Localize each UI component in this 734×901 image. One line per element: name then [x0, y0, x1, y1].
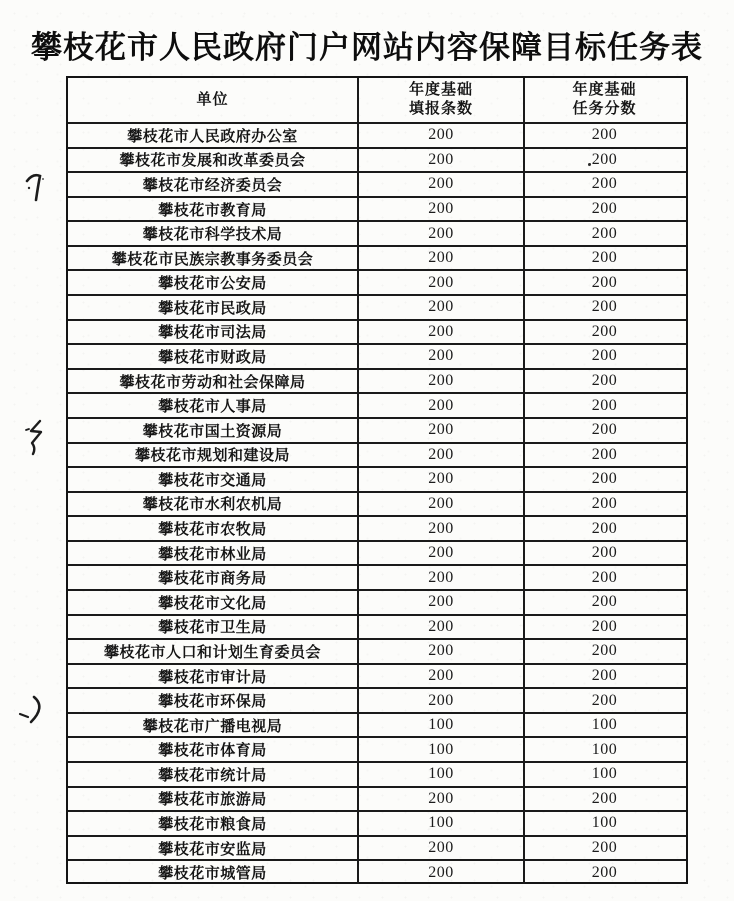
entries-cell: 200 — [359, 149, 525, 172]
score-cell: 100 — [591, 716, 618, 734]
table-row — [68, 540, 686, 565]
entries-cell: 200 — [359, 124, 525, 147]
entries-cell: 200 — [359, 542, 525, 565]
unit-cell: 攀枝花市交通局 — [68, 468, 359, 491]
score-cell: 200 — [591, 617, 618, 635]
score-cell: 200 — [591, 372, 618, 390]
unit-cell: 攀枝花市人民政府办公室 — [68, 124, 359, 147]
unit-cell: 攀枝花市国土资源局 — [68, 419, 359, 442]
score-cell: 200 — [591, 200, 618, 218]
unit-cell: 攀枝花市教育局 — [68, 198, 359, 221]
unit-cell: 攀枝花市水利农机局 — [68, 493, 359, 516]
unit-cell: 攀枝花市统计局 — [68, 763, 359, 786]
hook-ink-mark-icon — [25, 170, 49, 210]
header-entries-cell — [359, 78, 525, 122]
score-cell: 200 — [591, 593, 618, 611]
header-score-line1: 年度基础 — [572, 82, 637, 98]
header-unit-cell: 单位 — [68, 78, 359, 122]
score-cell: 100 — [591, 765, 618, 783]
unit-cell: 攀枝花市人事局 — [68, 394, 359, 417]
entries-cell: 200 — [359, 493, 525, 516]
table-row — [68, 147, 686, 172]
score-cell: 200 — [591, 249, 618, 267]
unit-cell: 攀枝花市粮食局 — [68, 812, 359, 835]
table-row — [68, 343, 686, 368]
table-row — [68, 589, 686, 614]
table-row — [68, 294, 686, 319]
unit-cell: 攀枝花市体育局 — [68, 738, 359, 761]
unit-cell: 攀枝花市科学技术局 — [68, 222, 359, 245]
score-cell: 200 — [591, 642, 618, 660]
score-cell: 200 — [591, 839, 618, 857]
entries-cell: 100 — [359, 738, 525, 761]
unit-cell: 攀枝花市环保局 — [68, 689, 359, 712]
unit-cell: 攀枝花市规划和建设局 — [68, 444, 359, 467]
score-cell: 200 — [591, 224, 618, 242]
score-cell: 200 — [591, 544, 618, 562]
table-row — [68, 442, 686, 467]
unit-cell: 攀枝花市旅游局 — [68, 788, 359, 811]
table-row — [68, 810, 686, 835]
table-row — [68, 417, 686, 442]
header-entries-line1: 年度基础 — [408, 82, 473, 98]
table-row — [68, 712, 686, 737]
score-cell: 200 — [591, 494, 618, 512]
table-row — [68, 614, 686, 639]
unit-cell: 攀枝花市经济委员会 — [68, 173, 359, 196]
entries-cell: 200 — [359, 345, 525, 368]
score-cell: 200 — [591, 519, 618, 537]
table-row — [68, 515, 686, 540]
entries-cell: 200 — [359, 689, 525, 712]
entries-cell: 200 — [359, 198, 525, 221]
score-cell: 200 — [591, 863, 618, 881]
unit-cell: 攀枝花市民族宗教事务委员会 — [68, 247, 359, 270]
score-cell: 200 — [591, 667, 618, 684]
header-score-cell — [525, 78, 684, 122]
score-cell: 200 — [591, 126, 618, 144]
score-cell: 200 — [591, 691, 618, 709]
table-row — [68, 491, 686, 516]
table-body — [68, 122, 686, 884]
score-cell: 200 — [591, 568, 618, 586]
entries-cell: 100 — [359, 714, 525, 737]
score-cell: 200 — [591, 470, 618, 488]
table-row — [68, 638, 686, 663]
entries-cell: 200 — [359, 517, 525, 540]
entries-cell: 200 — [359, 665, 525, 688]
unit-cell: 攀枝花市卫生局 — [68, 616, 359, 639]
table-row — [68, 319, 686, 344]
table-row — [68, 761, 686, 786]
score-cell: 200 — [591, 445, 618, 463]
score-cell: 100 — [591, 814, 618, 832]
entries-cell: 200 — [359, 296, 525, 319]
unit-cell: 攀枝花市文化局 — [68, 591, 359, 614]
entries-cell: 100 — [359, 812, 525, 835]
entries-cell: 200 — [359, 271, 525, 294]
table-row — [68, 368, 686, 393]
score-cell: 200 — [591, 273, 618, 291]
table-row — [68, 196, 686, 221]
entries-cell: 200 — [359, 173, 525, 196]
squiggle-ink-mark-icon — [24, 418, 50, 460]
table-row — [68, 663, 686, 688]
unit-cell: 攀枝花市安监局 — [68, 837, 359, 860]
table-row — [68, 564, 686, 589]
score-cell: 200 — [591, 322, 618, 340]
unit-cell: 攀枝花市城管局 — [68, 861, 359, 884]
entries-cell: 200 — [359, 222, 525, 245]
score-cell: 200 — [591, 347, 618, 365]
paren-ink-mark-icon — [18, 694, 50, 726]
table-row — [68, 859, 686, 884]
entries-cell: 200 — [359, 321, 525, 344]
table-row — [68, 736, 686, 761]
score-cell: 200 — [591, 298, 618, 316]
entries-cell: 200 — [359, 788, 525, 811]
entries-cell: 200 — [359, 370, 525, 393]
unit-cell: 攀枝花市发展和改革委员会 — [68, 149, 359, 172]
table-header-row — [68, 78, 686, 122]
table-row — [68, 835, 686, 860]
score-cell: 200 — [591, 421, 618, 439]
table-row — [68, 687, 686, 712]
unit-cell: 攀枝花市林业局 — [68, 542, 359, 565]
table-row — [68, 786, 686, 811]
unit-cell: 攀枝花市劳动和社会保障局 — [68, 370, 359, 393]
score-cell: 200 — [591, 175, 618, 193]
entries-cell: 200 — [359, 419, 525, 442]
entries-cell: 200 — [359, 640, 525, 663]
entries-cell: 200 — [359, 247, 525, 270]
unit-cell: 攀枝花市广播电视局 — [68, 714, 359, 737]
score-cell: 200 — [591, 150, 618, 168]
unit-cell: 攀枝花市司法局 — [68, 321, 359, 344]
unit-cell: 攀枝花市财政局 — [68, 345, 359, 368]
entries-cell: 200 — [359, 837, 525, 860]
entries-cell: 200 — [359, 444, 525, 467]
header-entries-line2: 填报条数 — [408, 101, 473, 117]
header-score-line2: 任务分数 — [572, 101, 637, 117]
page-title: 攀枝花市人民政府门户网站内容保障目标任务表 — [31, 30, 703, 65]
unit-cell: 攀枝花市公安局 — [68, 271, 359, 294]
table-row — [68, 220, 686, 245]
table-row — [68, 466, 686, 491]
unit-cell: 攀枝花市商务局 — [68, 566, 359, 589]
entries-cell: 200 — [359, 591, 525, 614]
unit-cell: 攀枝花市民政局 — [68, 296, 359, 319]
score-cell: 200 — [591, 789, 618, 807]
entries-cell: 200 — [359, 468, 525, 491]
table-row — [68, 392, 686, 417]
score-cell: 100 — [591, 740, 618, 758]
unit-cell: 攀枝花市农牧局 — [68, 517, 359, 540]
entries-cell: 200 — [359, 566, 525, 589]
table-row — [68, 171, 686, 196]
unit-cell: 攀枝花市人口和计划生育委员会 — [68, 640, 359, 663]
entries-cell: 200 — [359, 616, 525, 639]
unit-cell: 攀枝花市审计局 — [68, 665, 359, 688]
table-row — [68, 245, 686, 270]
table-row — [68, 269, 686, 294]
target-task-table — [66, 76, 688, 884]
table-row — [68, 122, 686, 147]
entries-cell: 200 — [359, 394, 525, 417]
entries-cell: 200 — [359, 861, 525, 884]
entries-cell: 100 — [359, 763, 525, 786]
score-cell: 200 — [591, 396, 618, 414]
